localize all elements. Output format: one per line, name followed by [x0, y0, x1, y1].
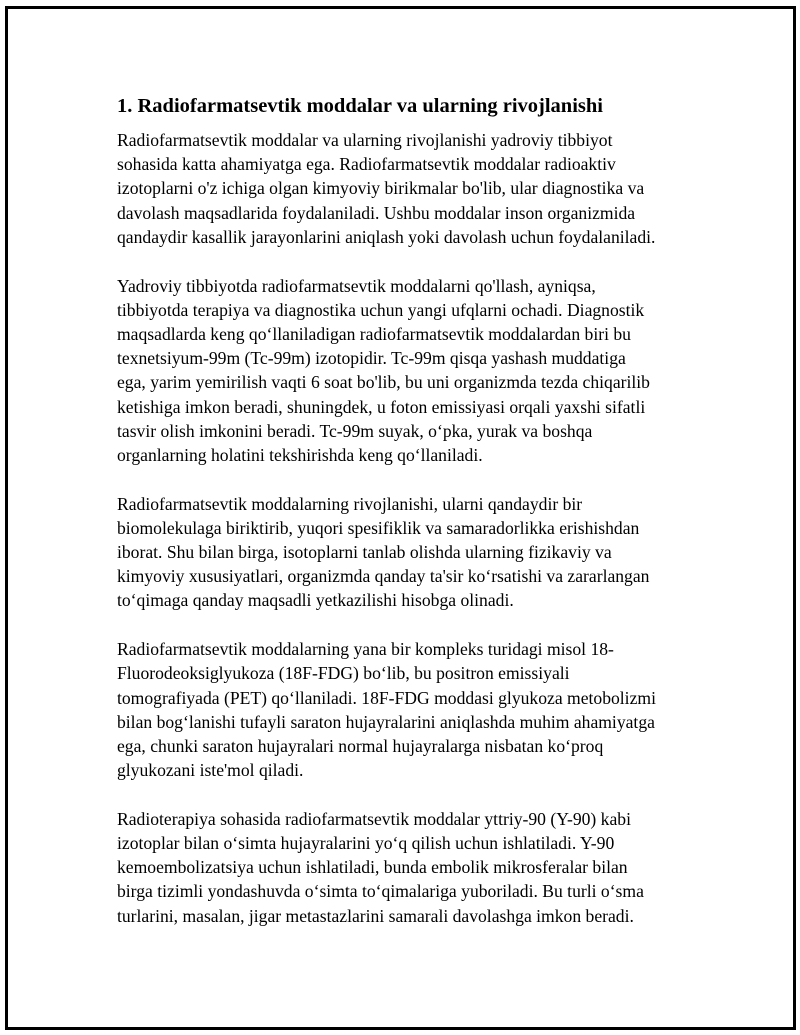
document-body	[117, 92, 697, 952]
text-line: iborat. Shu bilan birga, isotoplarni tanlab olishda ularning fizikaviy va	[117, 542, 612, 563]
text-line: tomografiyada (PET) qo‘llaniladi. 18F-FDG moddasi glyukoza metobolizmi	[117, 687, 656, 708]
text-line: izotoplarni o'z ichiga olgan kimyoviy birikmalar bo'lib, ular diagnostika va	[117, 178, 645, 199]
text-line: tasvir olish imkonini beradi. Tc-99m suyak, o‘pka, yurak va boshqa	[117, 420, 593, 441]
text-line: sohasida katta ahamiyatga ega. Radiofarmatsevtik moddalar radioaktiv	[117, 154, 616, 175]
text-line: texnetsiyum-99m (Tc-99m) izotopidir. Tc-99m qisqa yashash muddatiga	[117, 348, 626, 369]
text-line: birga tizimli yondashuvda o‘simta to‘qimalariga yuboriladi. Bu turli o‘sma	[117, 881, 644, 902]
paragraph-fdg	[117, 637, 697, 782]
text-line: Radiofarmatsevtik moddalarning yana bir kompleks turidagi misol 18-	[117, 639, 614, 660]
text-line: bilan bog‘lanishi tufayli saraton hujayralarini aniqlashda muhim ahamiyatga	[117, 711, 655, 732]
text-line: ega, chunki saraton hujayralari normal hujayralarga nisbatan ko‘proq	[117, 735, 604, 756]
paragraph-radiotherapy	[117, 807, 697, 928]
text-line: to‘qimaga qanday maqsadli yetkazilishi hisobga olinadi.	[117, 590, 514, 611]
text-line: ketishiga imkon beradi, shuningdek, u foton emissiyasi orqali yaxshi sifatli	[117, 396, 646, 417]
text-line: Radioterapiya sohasida radiofarmatsevtik moddalar yttriy-90 (Y-90) kabi	[117, 808, 631, 829]
text-line: Radiofarmatsevtik moddalar va ularning rivojlanishi yadroviy tibbiyot	[117, 130, 613, 150]
text-line: biomolekulaga biriktirib, yuqori spesifiklik va samaradorlikka erishishdan	[117, 517, 640, 538]
text-line: Yadroviy tibbiyotda radiofarmatsevtik moddalarni qo'llash, ayniqsa,	[117, 275, 596, 296]
text-line: ega, yarim yemirilish vaqti 6 soat bo'lib, bu uni organizmda tezda chiqarilib	[117, 372, 650, 393]
text-line: turlarini, masalan, jigar metastazlarini samarali davolashga imkon beradi.	[117, 905, 634, 926]
text-line: izotoplar bilan o‘simta hujayralarini yo‘q qilish uchun ishlatiladi. Y-90	[117, 833, 615, 854]
text-line: qandaydir kasallik jarayonlarini aniqlash yoki davolash uchun foydalaniladi.	[117, 226, 656, 247]
text-line: Radiofarmatsevtik moddalarning rivojlanishi, ularni qandaydir bir	[117, 493, 583, 514]
text-line: glyukozani iste'mol qiladi.	[117, 760, 304, 781]
paragraph-development	[117, 492, 697, 613]
text-line: kimyoviy xususiyatlari, organizmda qanday ta'sir ko‘rsatishi va zararlangan	[117, 566, 650, 587]
text-line: maqsadlarda keng qo‘llaniladigan radiofarmatsevtik moddalardan biri bu	[117, 323, 631, 344]
text-line: organlarning holatini tekshirishda keng qo‘llaniladi.	[117, 444, 483, 465]
paragraph-tc99m	[117, 274, 697, 468]
paragraph-intro	[117, 128, 697, 249]
section-heading: 1. Radiofarmatsevtik moddalar va ularning rivojlanishi	[117, 95, 603, 117]
text-line: davolash maqsadlarida foydalaniladi. Ushbu moddalar inson organizmida	[117, 202, 636, 223]
text-line: Fluorodeoksiglyukoza (18F-FDG) bo‘lib, bu positron emissiyali	[117, 663, 570, 684]
text-line: tibbiyotda terapiya va diagnostika uchun yangi ufqlarni ochadi. Diagnostik	[117, 299, 645, 320]
text-line: kemoembolizatsiya uchun ishlatiladi, bunda embolik mikrosferalar bilan	[117, 857, 628, 878]
